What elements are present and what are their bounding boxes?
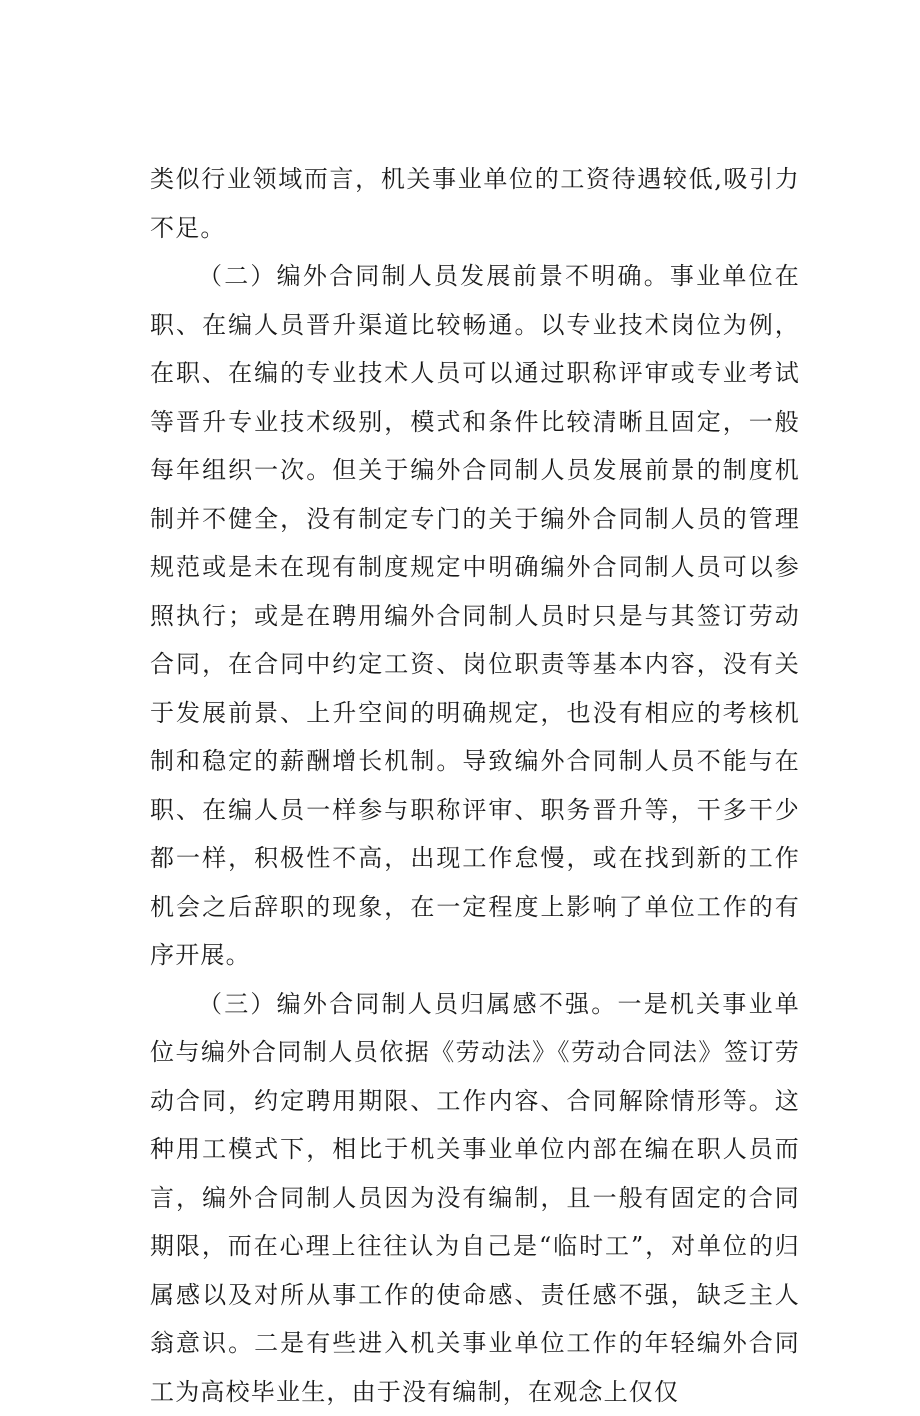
document-body bbox=[150, 155, 800, 1416]
paragraph-section-3: （三）编外合同制人员归属感不强。一是机关事业单位与编外合同制人员依据《劳动法》《劳动合同法》签订劳动合同，约定聘用期限、工作内容、合同解除情形等。这种用工模式下，相比于机关事业单位内部在编在职人员而言，编外合同制人员因为没有编制，且一般有固定的合同期限，而在心理上往往认为自己是“临时工”，对单位的归属感以及对所从事工作的使命感、责任感不强，缺乏主人翁意识。二是有些进入机关事业单位工作的年轻编外合同工为高校毕业生，由于没有编制，在观念上仅仅 bbox=[150, 980, 800, 1416]
paragraph-section-2: （二）编外合同制人员发展前景不明确。事业单位在职、在编人员晋升渠道比较畅通。以专业技术岗位为例，在职、在编的专业技术人员可以通过职称评审或专业考试等晋升专业技术级别，模式和条件比较清晰且固定，一般每年组织一次。但关于编外合同制人员发展前景的制度机制并不健全，没有制定专门的关于编外合同制人员的管理规范或是未在现有制度规定中明确编外合同制人员可以参照执行；或是在聘用编外合同制人员时只是与其签订劳动合同，在合同中约定工资、岗位职责等基本内容，没有关于发展前景、上升空间的明确规定，也没有相应的考核机制和稳定的薪酬增长机制。导致编外合同制人员不能与在职、在编人员一样参与职称评审、职务晋升等，干多干少都一样，积极性不高，出现工作怠慢，或在找到新的工作机会之后辞职的现象，在一定程度上影响了单位工作的有序开展。 bbox=[150, 252, 800, 980]
paragraph-continuation: 类似行业领域而言，机关事业单位的工资待遇较低,吸引力不足。 bbox=[150, 155, 800, 252]
